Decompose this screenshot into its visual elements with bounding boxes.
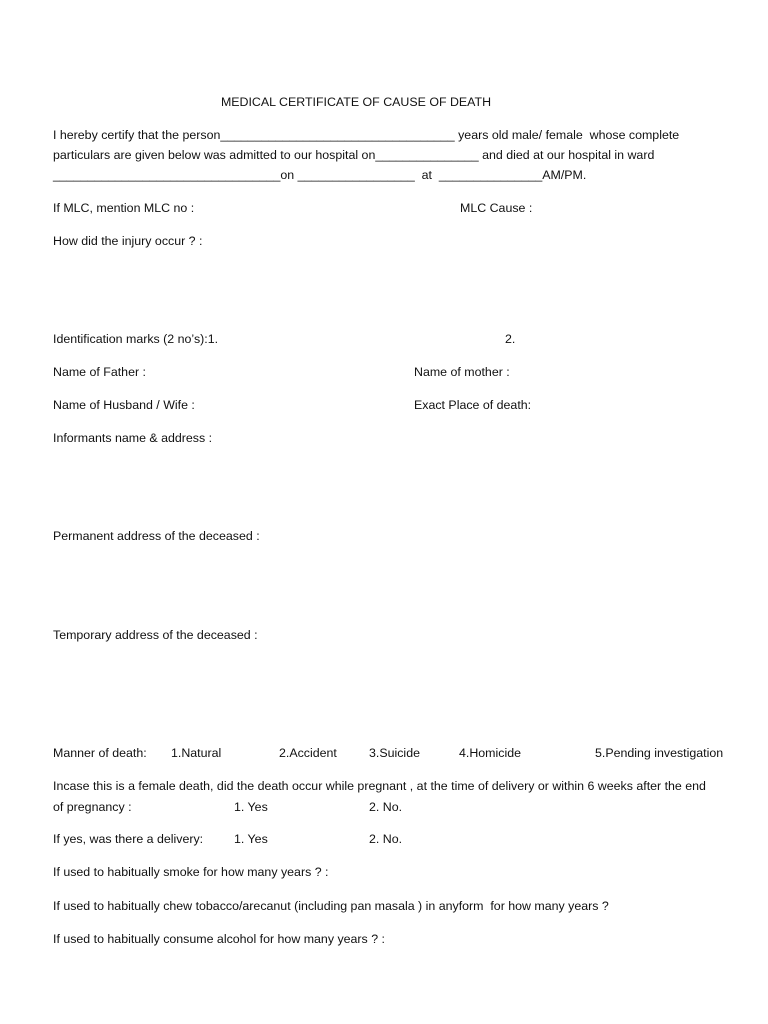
- spouse-label: Name of Husband / Wife :: [53, 398, 195, 412]
- mlc-number-label: If MLC, mention MLC no :: [53, 201, 195, 215]
- smoke-label: If used to habitually smoke for how many years ? :: [53, 865, 329, 879]
- manner-option-accident: 2.Accident: [279, 746, 337, 760]
- permanent-address-label: Permanent address of the deceased :: [53, 529, 260, 543]
- certify-line-2: particulars are given below was admitted to our hospital on_______________ and died at our hospital in ward: [53, 148, 655, 162]
- female-option-no: 2. No.: [369, 800, 403, 814]
- mlc-cause-label: MLC Cause :: [460, 201, 533, 215]
- certify-line-3: _________________________________on _________________ at _______________AM/PM.: [53, 168, 587, 182]
- certify-line-1: I hereby certify that the person__________________________________ years old male/ female whose complete: [53, 128, 680, 142]
- page-title: MEDICAL CERTIFICATE OF CAUSE OF DEATH: [220, 95, 492, 109]
- identification-label: Identification marks (2 no’s):1.: [53, 332, 219, 346]
- manner-of-death-label: Manner of death:: [53, 746, 147, 760]
- place-of-death-label: Exact Place of death:: [414, 398, 532, 412]
- delivery-option-no: 2. No.: [369, 832, 403, 846]
- delivery-label: If yes, was there a delivery:: [53, 832, 204, 846]
- injury-label: How did the injury occur ? :: [53, 234, 203, 248]
- manner-option-pending: 5.Pending investigation: [595, 746, 724, 760]
- tobacco-label: If used to habitually chew tobacco/arecanut (including pan masala ) in anyform for how many years ?: [53, 899, 609, 913]
- identification-second: 2.: [505, 332, 516, 346]
- delivery-option-yes: 1. Yes: [234, 832, 268, 846]
- alcohol-label: If used to habitually consume alcohol for how many years ? :: [53, 932, 385, 946]
- manner-option-suicide: 3.Suicide: [369, 746, 420, 760]
- manner-option-homicide: 4.Homicide: [459, 746, 521, 760]
- father-label: Name of Father :: [53, 365, 146, 379]
- mother-label: Name of mother :: [414, 365, 510, 379]
- female-option-yes: 1. Yes: [234, 800, 268, 814]
- manner-option-natural: 1.Natural: [171, 746, 222, 760]
- female-death-line-1: Incase this is a female death, did the death occur while pregnant , at the time of delivery or within 6 weeks after the end: [53, 779, 706, 793]
- female-death-line-2: of pregnancy :: [53, 800, 132, 814]
- temporary-address-label: Temporary address of the deceased :: [53, 628, 258, 642]
- informant-label: Informants name & address :: [53, 431, 213, 445]
